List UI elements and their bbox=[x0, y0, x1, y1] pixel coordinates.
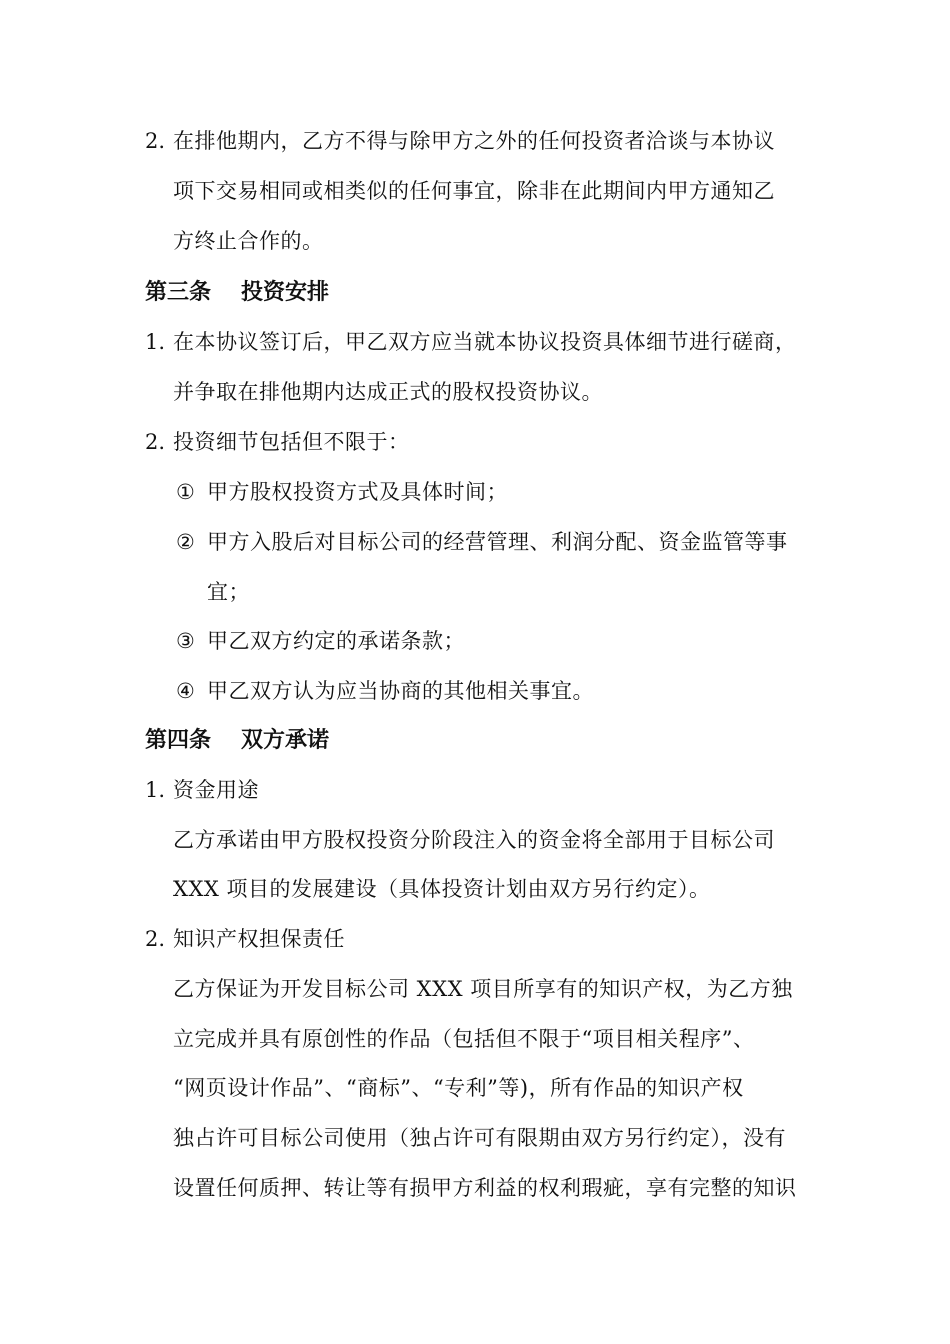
item-title: 资金用途 bbox=[173, 778, 259, 802]
item-title: 知识产权担保责任 bbox=[173, 927, 345, 951]
paragraph-line: 在排他期内，乙方不得与除甲方之外的任何投资者洽谈与本协议 bbox=[173, 129, 775, 153]
subitem-line: 宜； bbox=[207, 580, 250, 604]
subitem-line: 甲乙双方约定的承诺条款； bbox=[207, 629, 465, 653]
subitem-marker: ④ bbox=[176, 679, 195, 703]
paragraph-line: 并争取在排他期内达成正式的股权投资协议。 bbox=[173, 380, 603, 404]
paragraph-line: 设置任何质押、转让等有损甲方利益的权利瑕疵，享有完整的知识 bbox=[173, 1176, 797, 1200]
article-title: 双方承诺 bbox=[241, 727, 330, 753]
paragraph-line: 乙方保证为开发目标公司 XXX 项目所享有的知识产权，为乙方独 bbox=[173, 977, 793, 1001]
subitem-line: 甲方入股后对目标公司的经营管理、利润分配、资金监管等事 bbox=[207, 530, 788, 554]
subitem-line: 甲乙双方认为应当协商的其他相关事宜。 bbox=[207, 679, 594, 703]
paragraph-line: 项下交易相同或相类似的任何事宜，除非在此期间内甲方通知乙 bbox=[173, 179, 775, 203]
paragraph-line: 独占许可目标公司使用（独占许可有限期由双方另行约定），没有 bbox=[173, 1126, 786, 1150]
item-number: 2. bbox=[145, 430, 166, 454]
subitem-marker: ③ bbox=[176, 629, 195, 653]
subitem-line: 甲方股权投资方式及具体时间； bbox=[207, 480, 508, 504]
item-number: 2. bbox=[145, 129, 166, 153]
item-number: 1. bbox=[145, 330, 166, 354]
paragraph-line: 立完成并具有原创性的作品（包括但不限于“项目相关程序”、 bbox=[173, 1027, 755, 1051]
paragraph-line: XXX 项目的发展建设（具体投资计划由双方另行约定）。 bbox=[173, 877, 711, 901]
subitem-marker: ① bbox=[176, 480, 195, 504]
item-number: 2. bbox=[145, 927, 166, 951]
article-3-heading bbox=[145, 277, 329, 307]
subitem-marker: ② bbox=[176, 530, 195, 554]
paragraph-line: 乙方承诺由甲方股权投资分阶段注入的资金将全部用于目标公司 bbox=[173, 828, 775, 852]
article-number: 第四条 bbox=[145, 727, 212, 753]
paragraph-line: 在本协议签订后，甲乙双方应当就本协议投资具体细节进行磋商， bbox=[173, 330, 797, 354]
paragraph-line: 方终止合作的。 bbox=[173, 229, 324, 253]
article-4-heading bbox=[145, 725, 329, 755]
paragraph-line: “网页设计作品”、“商标”、“专利”等)，所有作品的知识产权 bbox=[173, 1076, 744, 1100]
article-number: 第三条 bbox=[145, 279, 212, 305]
paragraph-line: 投资细节包括但不限于： bbox=[173, 430, 410, 454]
article-title: 投资安排 bbox=[241, 279, 330, 305]
item-number: 1. bbox=[145, 778, 166, 802]
